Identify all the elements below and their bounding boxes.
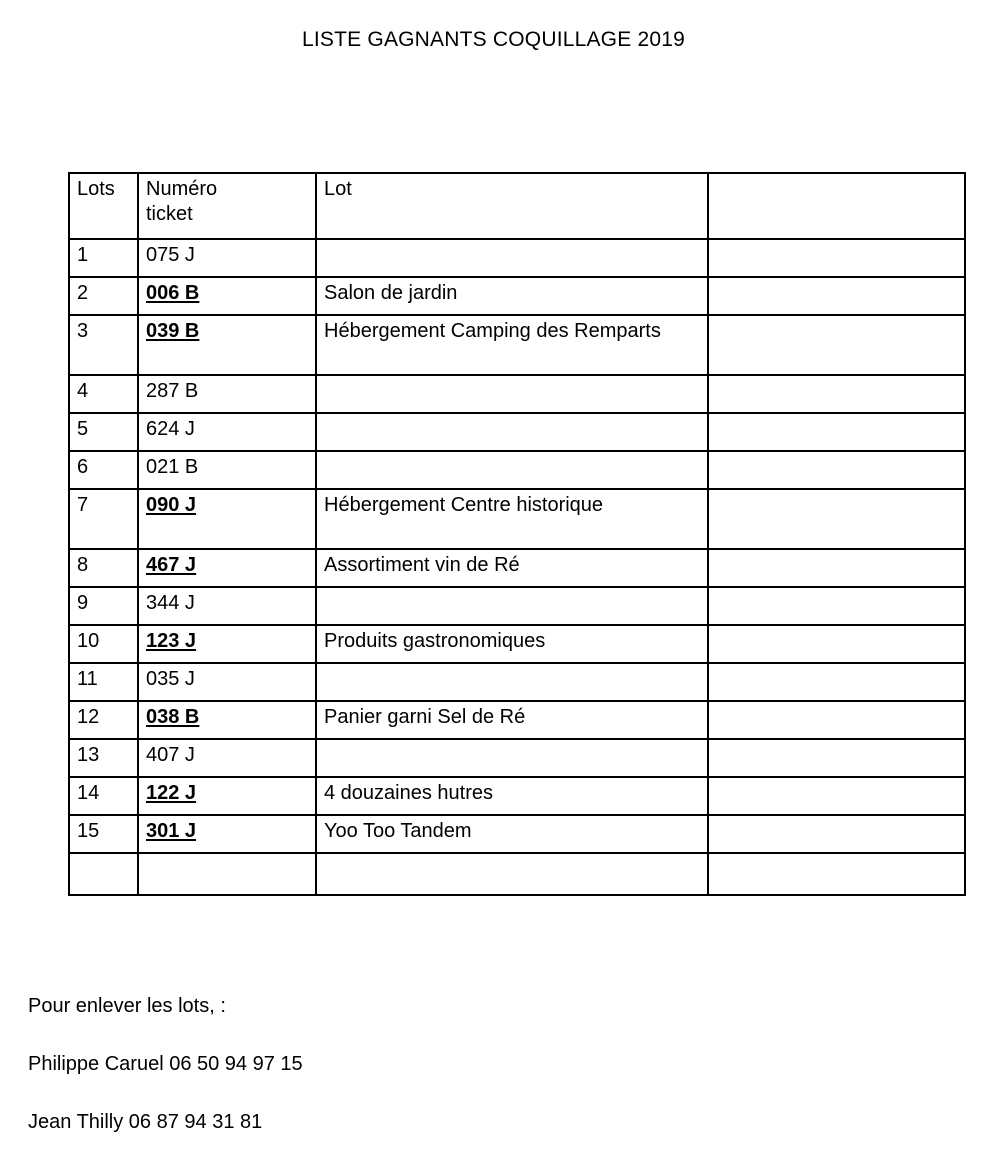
cell-ticket-number bbox=[138, 239, 316, 277]
winning-ticket-value: 090 J bbox=[146, 494, 197, 516]
cell-lot-description: Hébergement Centre historique bbox=[316, 489, 708, 549]
cell-lot-description bbox=[316, 663, 708, 701]
cell-lot-number: 9 bbox=[69, 587, 138, 625]
cell-lot-number: 14 bbox=[69, 777, 138, 815]
table-row bbox=[69, 587, 965, 625]
cell-lot-number: 15 bbox=[69, 815, 138, 853]
cell-lot-description bbox=[316, 413, 708, 451]
cell-extra bbox=[708, 375, 965, 413]
table-row bbox=[69, 777, 965, 815]
cell-lot-description bbox=[316, 375, 708, 413]
cell-lot-number: 13 bbox=[69, 739, 138, 777]
cell-ticket-number bbox=[138, 777, 316, 815]
column-header-ticket-number bbox=[138, 173, 316, 239]
ticket-value: 035 J bbox=[146, 668, 195, 690]
table-row bbox=[69, 701, 965, 739]
footer-contacts bbox=[28, 996, 728, 1132]
table-row bbox=[69, 739, 965, 777]
winning-ticket-value: 467 J bbox=[146, 554, 197, 576]
column-header-lots: Lots bbox=[69, 173, 138, 239]
cell-lot-description bbox=[316, 739, 708, 777]
cell-lot-description: 4 douzaines hutres bbox=[316, 777, 708, 815]
table-row bbox=[69, 413, 965, 451]
footer-intro-text: Pour enlever les lots, : bbox=[28, 995, 226, 1017]
column-header-lot: Lot bbox=[316, 173, 708, 239]
cell-lot-description bbox=[316, 587, 708, 625]
cell-lot-number bbox=[69, 853, 138, 895]
cell-ticket-number bbox=[138, 375, 316, 413]
cell-ticket-number bbox=[138, 853, 316, 895]
cell-extra bbox=[708, 853, 965, 895]
cell-lot-number: 11 bbox=[69, 663, 138, 701]
cell-lot-number: 8 bbox=[69, 549, 138, 587]
cell-extra bbox=[708, 625, 965, 663]
cell-ticket-number bbox=[138, 413, 316, 451]
cell-extra bbox=[708, 451, 965, 489]
table-row bbox=[69, 239, 965, 277]
cell-lot-number: 10 bbox=[69, 625, 138, 663]
ticket-value: 075 J bbox=[146, 244, 195, 266]
winning-ticket-value: 123 J bbox=[146, 630, 197, 652]
cell-extra bbox=[708, 777, 965, 815]
footer-contact-1: Philippe Caruel 06 50 94 97 15 bbox=[28, 1053, 303, 1075]
cell-lot-number: 2 bbox=[69, 277, 138, 315]
ticket-value: 021 B bbox=[146, 456, 199, 478]
footer-contact-2: Jean Thilly 06 87 94 31 81 bbox=[28, 1111, 263, 1133]
cell-ticket-number bbox=[138, 625, 316, 663]
cell-lot-description bbox=[316, 451, 708, 489]
winning-ticket-value: 301 J bbox=[146, 820, 197, 842]
cell-ticket-number bbox=[138, 663, 316, 701]
cell-extra bbox=[708, 739, 965, 777]
winning-ticket-value: 038 B bbox=[146, 706, 200, 728]
cell-lot-description: Hébergement Camping des Remparts bbox=[316, 315, 708, 375]
table-row bbox=[69, 625, 965, 663]
cell-ticket-number bbox=[138, 489, 316, 549]
cell-extra bbox=[708, 549, 965, 587]
cell-extra bbox=[708, 239, 965, 277]
table-row bbox=[69, 315, 965, 375]
cell-ticket-number bbox=[138, 815, 316, 853]
column-header-ticket-line1: Numéro bbox=[146, 178, 218, 200]
cell-extra bbox=[708, 277, 965, 315]
table-body bbox=[69, 239, 965, 895]
cell-ticket-number bbox=[138, 315, 316, 375]
cell-extra bbox=[708, 663, 965, 701]
cell-lot-description bbox=[316, 239, 708, 277]
cell-lot-number: 12 bbox=[69, 701, 138, 739]
cell-lot-description: Salon de jardin bbox=[316, 277, 708, 315]
cell-extra bbox=[708, 489, 965, 549]
table-row bbox=[69, 663, 965, 701]
cell-lot-number: 6 bbox=[69, 451, 138, 489]
winning-ticket-value: 006 B bbox=[146, 282, 200, 304]
cell-lot-number: 5 bbox=[69, 413, 138, 451]
ticket-value: 344 J bbox=[146, 592, 195, 614]
cell-ticket-number bbox=[138, 451, 316, 489]
cell-ticket-number bbox=[138, 587, 316, 625]
ticket-value: 624 J bbox=[146, 418, 195, 440]
table-header bbox=[69, 173, 965, 239]
cell-lot-number: 3 bbox=[69, 315, 138, 375]
page-title: LISTE GAGNANTS COQUILLAGE 2019 bbox=[302, 28, 685, 51]
table-row bbox=[69, 375, 965, 413]
table-row bbox=[69, 451, 965, 489]
cell-ticket-number bbox=[138, 549, 316, 587]
cell-ticket-number bbox=[138, 277, 316, 315]
cell-extra bbox=[708, 815, 965, 853]
ticket-value: 407 J bbox=[146, 744, 195, 766]
cell-lot-description: Assortiment vin de Ré bbox=[316, 549, 708, 587]
winning-ticket-value: 039 B bbox=[146, 320, 200, 342]
cell-extra bbox=[708, 587, 965, 625]
table-header-row bbox=[69, 173, 965, 239]
lots-table bbox=[68, 172, 966, 896]
cell-lot-description: Produits gastronomiques bbox=[316, 625, 708, 663]
cell-lot-number: 4 bbox=[69, 375, 138, 413]
cell-extra bbox=[708, 315, 965, 375]
cell-extra bbox=[708, 701, 965, 739]
table-row bbox=[69, 277, 965, 315]
cell-ticket-number bbox=[138, 739, 316, 777]
ticket-value: 287 B bbox=[146, 380, 199, 402]
table-row bbox=[69, 815, 965, 853]
cell-lot-description: Panier garni Sel de Ré bbox=[316, 701, 708, 739]
lots-table-container bbox=[68, 172, 964, 896]
column-header-ticket-line2: ticket bbox=[146, 203, 193, 226]
cell-lot-number: 7 bbox=[69, 489, 138, 549]
cell-ticket-number bbox=[138, 701, 316, 739]
table-row bbox=[69, 489, 965, 549]
table-row bbox=[69, 549, 965, 587]
table-row bbox=[69, 853, 965, 895]
winning-ticket-value: 122 J bbox=[146, 782, 197, 804]
column-header-extra bbox=[708, 173, 965, 239]
cell-extra bbox=[708, 413, 965, 451]
cell-lot-number: 1 bbox=[69, 239, 138, 277]
cell-lot-description: Yoo Too Tandem bbox=[316, 815, 708, 853]
cell-lot-description bbox=[316, 853, 708, 895]
